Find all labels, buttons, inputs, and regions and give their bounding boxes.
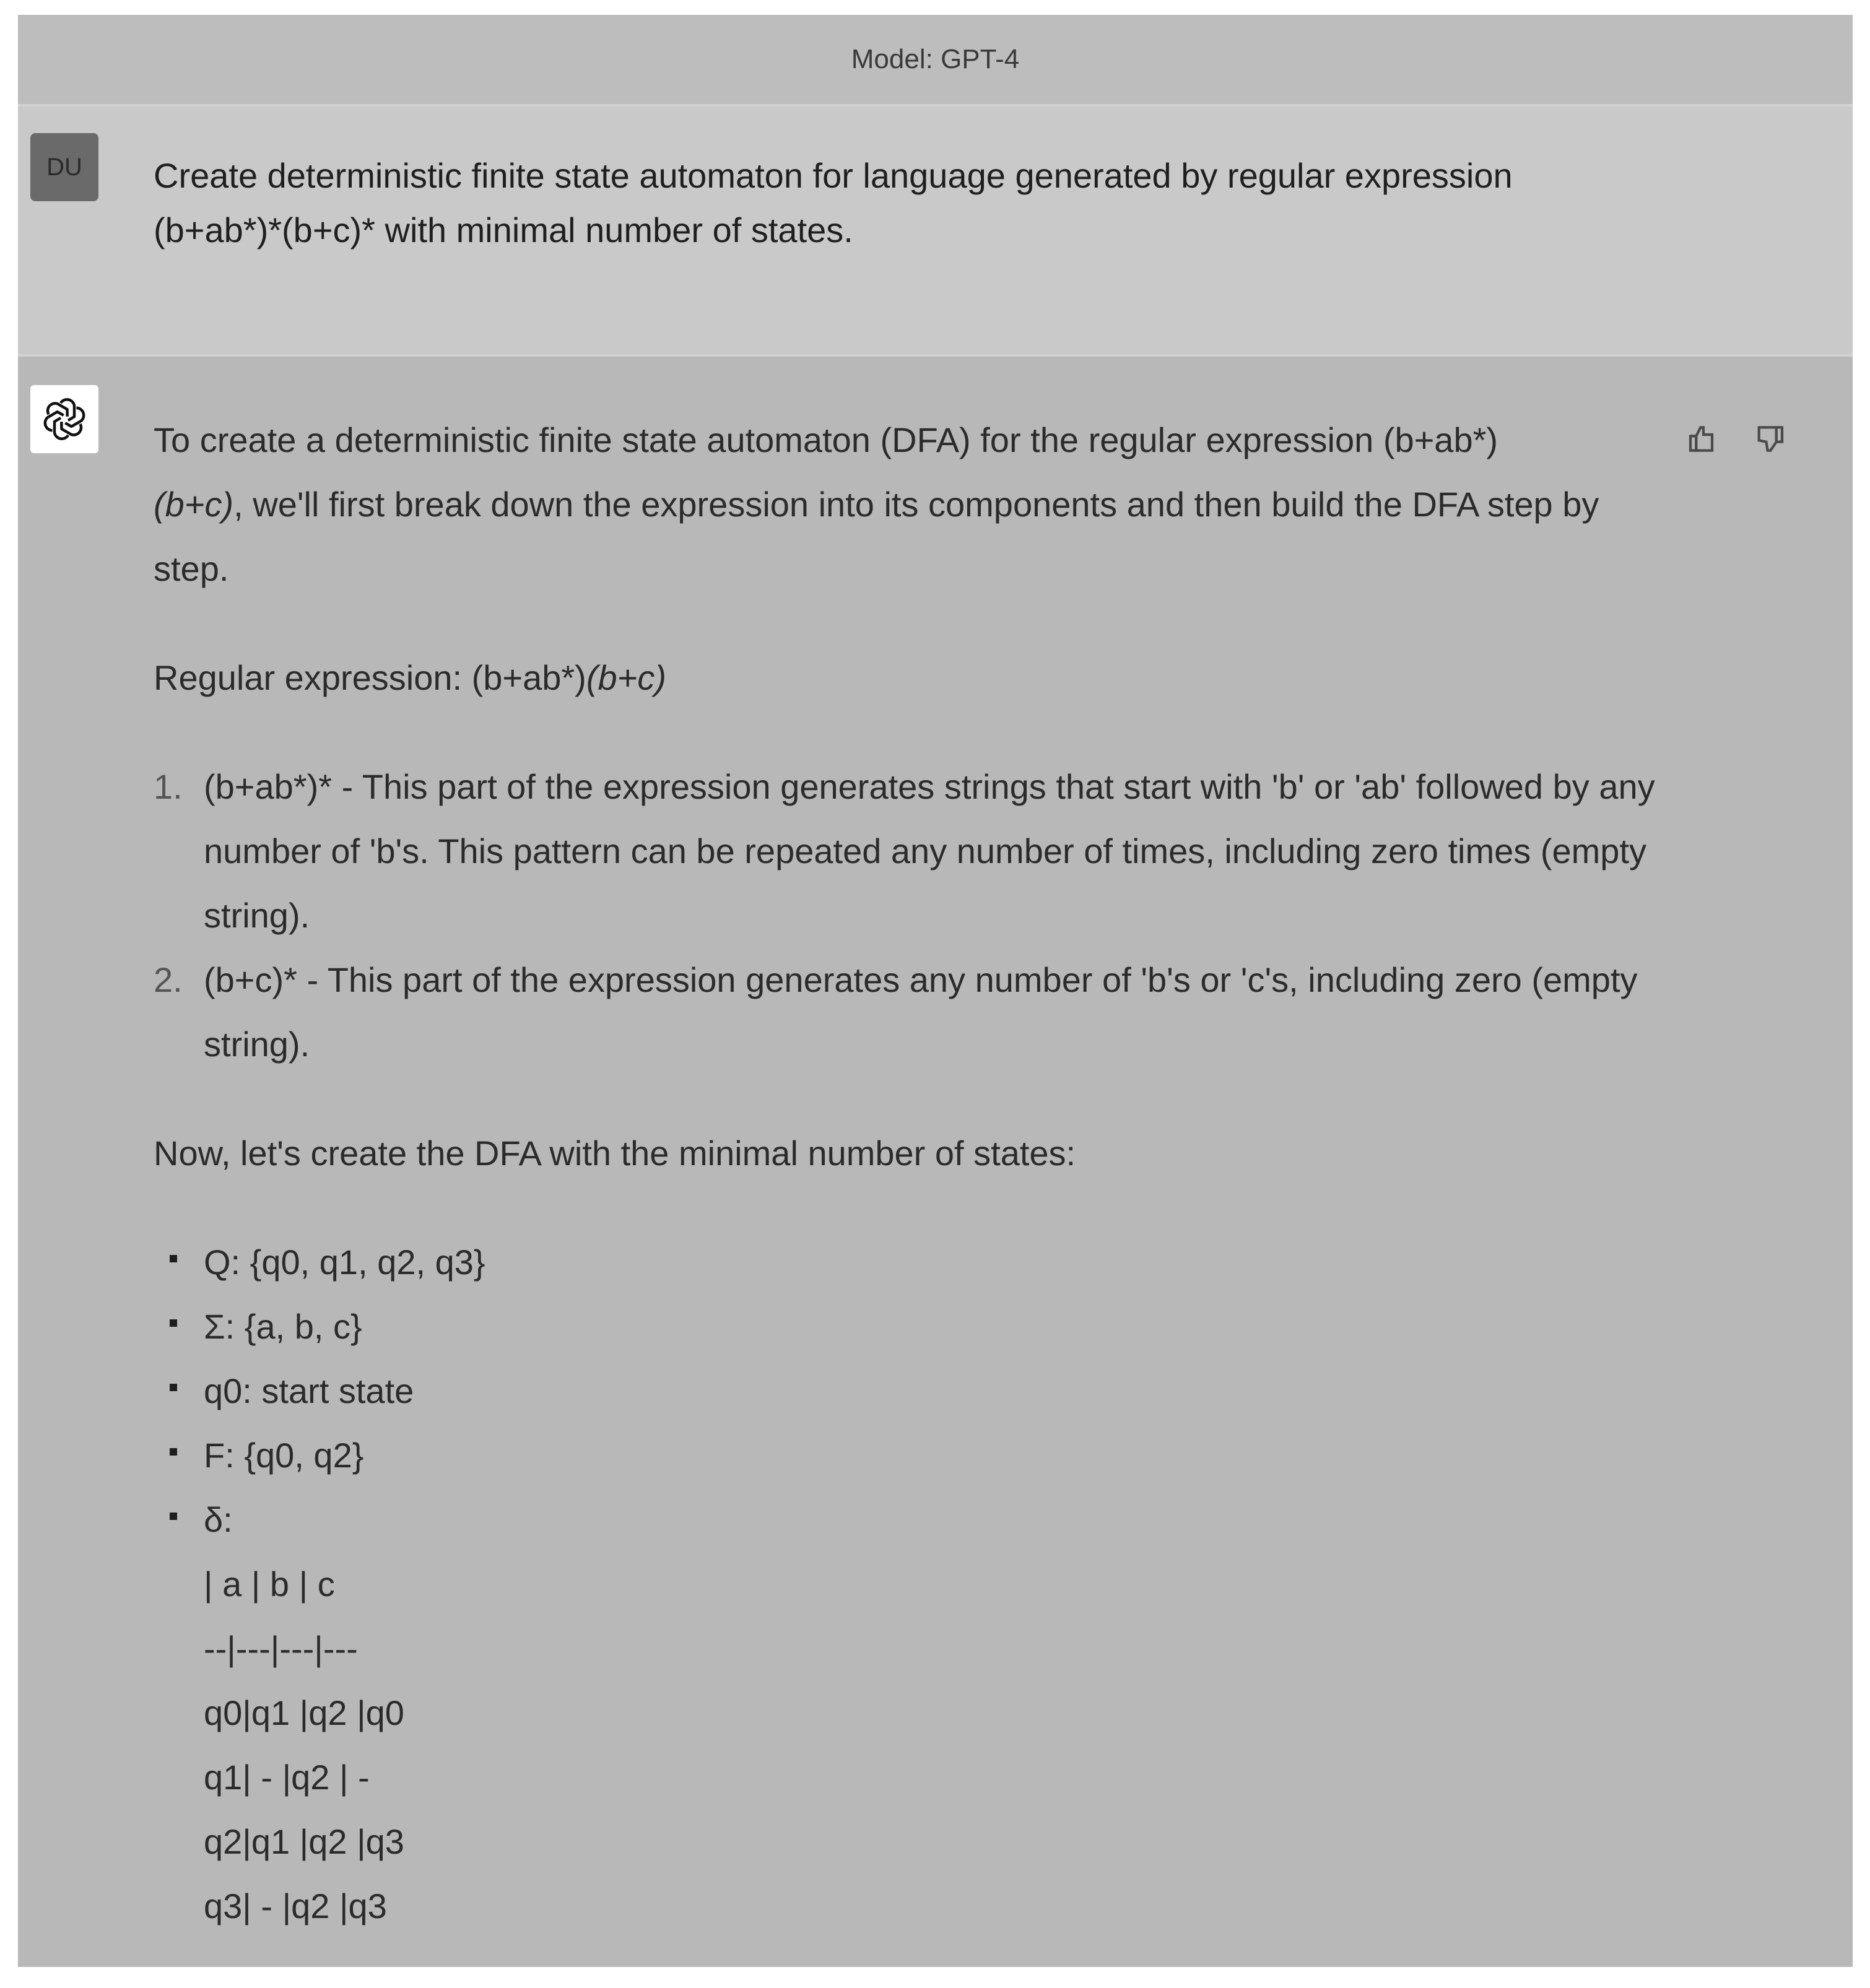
regex-line xyxy=(154,646,1664,710)
bullet-icon xyxy=(170,1513,177,1520)
list-item xyxy=(154,1295,1664,1359)
thumbs-up-button[interactable] xyxy=(1685,420,1722,458)
list-item-text: Q: {q0, q1, q2, q3} xyxy=(204,1243,485,1282)
bullet-icon xyxy=(170,1384,177,1391)
user-message-line: (b+ab*)*(b+c)* with minimal number of states. xyxy=(154,211,853,250)
list-item xyxy=(154,1230,1664,1295)
user-avatar-initials: DU xyxy=(46,153,82,181)
list-number: 1. xyxy=(154,767,183,806)
user-message-line: Create deterministic finite state automaton for language generated by regular expression xyxy=(154,156,1513,195)
intro-paragraph xyxy=(154,408,1664,601)
model-header xyxy=(18,15,1853,104)
list-number: 2. xyxy=(154,960,183,999)
intro-italic-text: (b+c) xyxy=(154,485,234,524)
model-label: Model: GPT-4 xyxy=(851,44,1020,74)
transition-row: q0|q1 |q2 |q0 xyxy=(204,1693,404,1732)
bullet-icon xyxy=(170,1319,177,1327)
intro-text-continued: , we'll first break down the expression into its components and then build the DFA step by step. xyxy=(154,485,1599,588)
list-item xyxy=(154,1488,1664,1552)
thumbs-down-icon xyxy=(1752,422,1786,456)
components-list xyxy=(154,755,1664,1077)
user-message xyxy=(18,106,1853,354)
thumbs-up-icon xyxy=(1686,422,1721,456)
list-item-text: (b+c)* - This part of the expression generates any number of 'b's or 'c's, including zero (empty string). xyxy=(204,960,1638,1064)
user-avatar xyxy=(30,133,98,201)
intro-text: To create a deterministic finite state automaton (DFA) for the regular expression (b+ab*) xyxy=(154,420,1498,459)
dfa-definition-list xyxy=(154,1230,1664,1938)
assistant-message-body xyxy=(154,408,1664,1938)
list-item-text: (b+ab*)* - This part of the expression generates strings that start with 'b' or 'ab' followed by any number of 'b's. This pattern can be repeated any number of times, including zero times (empty string). xyxy=(204,767,1655,935)
dfa-intro: Now, let's create the DFA with the minimal number of states: xyxy=(154,1134,1076,1173)
assistant-message xyxy=(18,357,1853,1967)
list-item-text: Σ: {a, b, c} xyxy=(204,1307,362,1346)
transition-row: q1| - |q2 | - xyxy=(204,1758,370,1797)
bullet-icon xyxy=(170,1448,177,1456)
transition-row: q3| - |q2 |q3 xyxy=(204,1886,387,1925)
chat-transcript xyxy=(18,15,1853,1967)
assistant-avatar xyxy=(30,385,98,453)
list-item xyxy=(154,1359,1664,1423)
list-item-text: F: {q0, q2} xyxy=(204,1436,364,1475)
user-message-text xyxy=(154,149,1702,258)
list-item xyxy=(154,948,1664,1077)
thumbs-down-button[interactable] xyxy=(1750,420,1788,458)
transition-row: --|---|---|--- xyxy=(204,1629,358,1668)
transition-row: q2|q1 |q2 |q3 xyxy=(204,1822,404,1861)
list-item-text: δ: xyxy=(204,1500,233,1539)
list-item-text: q0: start state xyxy=(204,1371,414,1410)
regex-prefix: Regular expression: (b+ab*) xyxy=(154,658,586,697)
list-item xyxy=(154,755,1664,948)
list-item xyxy=(154,1423,1664,1488)
openai-logo-icon xyxy=(40,394,89,444)
transition-table xyxy=(154,1552,1664,1938)
transition-row: | a | b | c xyxy=(204,1565,335,1604)
regex-italic: (b+c) xyxy=(586,658,666,697)
feedback-buttons xyxy=(1685,420,1788,458)
bullet-icon xyxy=(170,1255,177,1262)
